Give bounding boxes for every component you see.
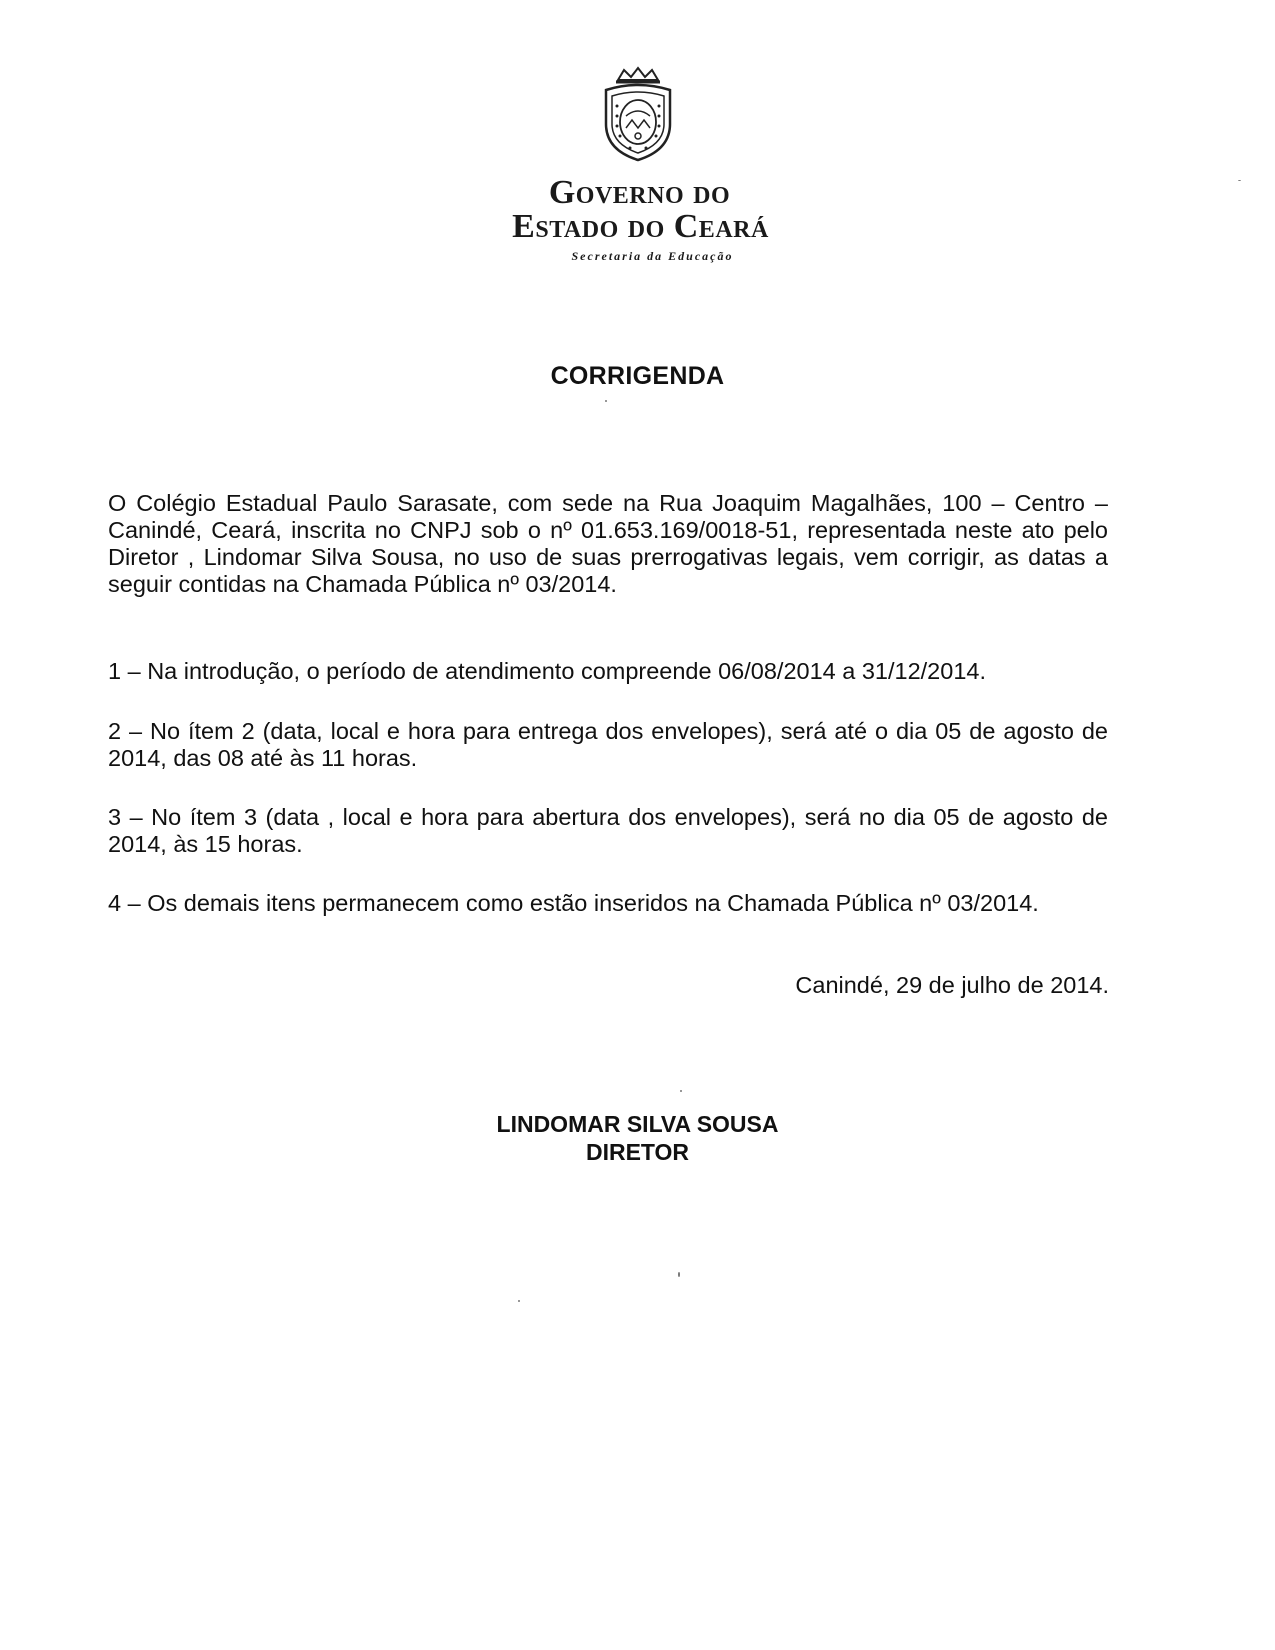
government-name-line1: Governo do bbox=[548, 174, 731, 211]
item-3-paragraph: 3 – No ítem 3 (data , local e hora para abertura dos envelopes), será no dia 05 de agosto de 2014, às 15 horas. bbox=[108, 804, 1108, 857]
intro-paragraph: O Colégio Estadual Paulo Sarasate, com sede na Rua Joaquim Magalhães, 100 – Centro – Canindé, Ceará, inscrita no CNPJ sob o nº 01.653.169/0018-51, representada neste ato pelo Diretor , Lindomar Silva Sousa, no uso de suas prerrogativas legais, vem corrigir, as datas a seguir contidas na Chamada Pública nº 03/2014. bbox=[108, 490, 1108, 597]
document-title: CORRIGENDA bbox=[550, 362, 725, 390]
coat-of-arms-icon bbox=[596, 66, 680, 166]
item-2-paragraph: 2 – No ítem 2 (data, local e hora para entrega dos envelopes), será até o dia 05 de agosto de 2014, das 08 até às 11 horas. bbox=[108, 718, 1108, 771]
department-name: Secretaria da Educação bbox=[571, 249, 734, 263]
scan-speck bbox=[678, 1272, 680, 1277]
item-1-paragraph: 1 – Na introdução, o período de atendimento compreende 06/08/2014 a 31/12/2014. bbox=[108, 658, 986, 684]
scan-speck bbox=[680, 1090, 682, 1092]
signatory-name: LINDOMAR SILVA SOUSA bbox=[496, 1111, 779, 1137]
signature-block bbox=[0, 1110, 1275, 1166]
government-name-line2: Estado do Ceará bbox=[512, 208, 769, 245]
scan-speck bbox=[605, 400, 607, 402]
item-4-paragraph: 4 – Os demais itens permanecem como estão inseridos na Chamada Pública nº 03/2014. bbox=[108, 890, 1039, 916]
place-and-date: Canindé, 29 de julho de 2014. bbox=[795, 972, 1109, 998]
signatory-role: DIRETOR bbox=[585, 1139, 690, 1165]
scan-speck bbox=[1238, 180, 1241, 181]
scan-speck bbox=[518, 1300, 520, 1302]
letterhead bbox=[0, 66, 1275, 264]
